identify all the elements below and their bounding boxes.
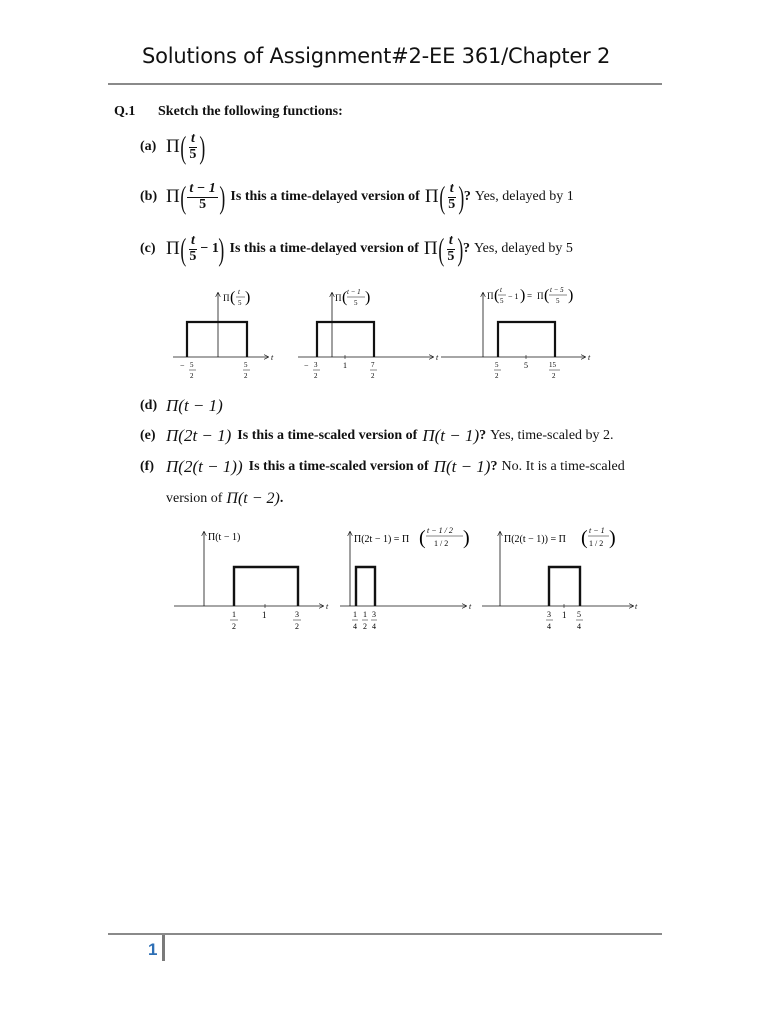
axis-label: t (588, 353, 591, 362)
axis-label: t (436, 353, 439, 362)
graph-title-paren: ) (520, 287, 526, 304)
item-answer-continued: version of (166, 491, 223, 506)
pi-symbol: Π (166, 136, 180, 157)
rect-pulse (498, 322, 555, 357)
axis-label: t (635, 602, 638, 611)
item-question: Is this a time-delayed version of (229, 241, 419, 256)
right-paren: ) (458, 179, 465, 215)
left-paren: ( (438, 179, 445, 215)
left-paren: ( (180, 179, 186, 215)
graph-title-paren: ) (609, 527, 616, 549)
graph-pi-2-t-minus-1 (482, 526, 638, 631)
item-label: (c) (140, 241, 156, 256)
pi-symbol: Π (423, 238, 438, 259)
tick-num: 15 (549, 361, 556, 369)
item-question: Is this a time-scaled version of (237, 428, 418, 443)
graph-title-paren: ) (245, 289, 251, 306)
tick-den: 4 (353, 622, 357, 631)
question-prompt: Sketch the following functions: (158, 104, 343, 119)
tick-den: 2 (314, 372, 318, 380)
axis-label: t (469, 602, 472, 611)
graph-title-paren: ( (230, 289, 236, 306)
rect-pulse (234, 567, 298, 606)
item-question: Is this a time-delayed version of (230, 189, 420, 204)
graph-title-num: t (500, 286, 502, 294)
question-mark: ? (462, 241, 470, 256)
question-mark: ? (479, 428, 487, 443)
fraction-den: 5 (189, 146, 197, 162)
fraction (187, 132, 198, 162)
fraction-num: t (190, 130, 195, 146)
tick-den: 2 (371, 372, 375, 380)
tick-num: 1 (262, 610, 267, 620)
rect-pulse (356, 567, 375, 606)
tick-num: 5 (190, 361, 194, 369)
graph-title-num: t (238, 288, 240, 296)
graphs-row-1 (165, 280, 605, 385)
tick-den: 2 (190, 372, 194, 380)
graph-title-den: 5 (238, 299, 242, 307)
header-rule (108, 83, 662, 85)
tick-num: 3 (547, 610, 551, 619)
item-c (140, 228, 573, 270)
question-expression: Π(t − 1) (433, 457, 491, 476)
tick-label: − (180, 361, 185, 370)
fraction-den: 5 (199, 196, 207, 212)
axis-label: t (271, 353, 274, 362)
fraction (187, 234, 198, 264)
pi-symbol: Π (166, 238, 180, 259)
graph-title-eq: = (527, 291, 533, 301)
right-paren: ) (457, 231, 464, 267)
graph-title-paren: ) (463, 527, 470, 549)
graph-title-paren: ( (342, 289, 348, 306)
graph-pi-t-minus-1-over-5 (298, 288, 439, 380)
question-mark: ? (463, 189, 471, 204)
item-e (140, 423, 614, 449)
left-paren: ( (180, 231, 186, 267)
graph-pi-2t-minus-1 (340, 526, 472, 631)
footer-rule (108, 933, 662, 935)
pi-symbol: Π (424, 186, 439, 207)
graph-pi-t-over-5-minus-1 (441, 286, 591, 380)
axis-label: t (326, 602, 329, 611)
graph-title-paren: ( (581, 527, 588, 549)
item-d (140, 393, 223, 419)
rect-pulse (549, 567, 580, 606)
graph-title-pi: Π (223, 293, 230, 303)
fraction-num: t (190, 232, 195, 248)
tick-num: 1 (353, 610, 357, 619)
tick-den: 2 (232, 622, 236, 631)
rect-pulse (187, 322, 247, 357)
item-expression: Π(t − 1) (166, 396, 223, 415)
question-number: Q.1 (114, 104, 136, 119)
graph-title-pi: Π (335, 293, 342, 303)
item-a (140, 126, 205, 168)
tick-den: 4 (372, 622, 376, 631)
graph-title-pi: Π (487, 291, 494, 301)
graph-title-num: t − 1 (347, 288, 361, 296)
graph-title-left: Π(2t − 1) = Π (354, 534, 410, 545)
question-expression: Π(t − 1) (422, 426, 480, 445)
tick-num: 1 (363, 610, 367, 619)
graph-title-num: t − 1 (589, 526, 605, 535)
tick-num: 3 (372, 610, 376, 619)
footer-page-divider (162, 935, 165, 961)
fraction (187, 182, 217, 212)
tick-num: 5 (524, 361, 528, 370)
graph-title-den: 5 (556, 297, 560, 305)
tick-den: 4 (547, 622, 551, 631)
graphs-row-2 (168, 520, 648, 650)
fraction-num: t (449, 180, 454, 196)
page-number: 1 (148, 940, 158, 959)
item-label: (d) (140, 398, 158, 413)
item-f (140, 454, 625, 480)
graph-title-num: t − 5 (550, 286, 564, 294)
question-mark: ? (490, 459, 498, 474)
graph-title-paren: ( (494, 287, 500, 304)
tick-den: 2 (552, 372, 556, 380)
item-question: Is this a time-scaled version of (248, 459, 429, 474)
tick-num: 7 (371, 361, 375, 369)
graph-pi-t-over-5 (173, 288, 274, 380)
item-expression: Π(2(t − 1)) (166, 457, 243, 476)
fraction (445, 234, 456, 264)
graph-title-den: 1 / 2 (589, 539, 604, 548)
item-expression: Π(2t − 1) (166, 426, 232, 445)
tick-label: − (304, 361, 309, 370)
graph-title-paren: ) (365, 289, 371, 306)
graph-title-den: 5 (354, 299, 358, 307)
item-answer: No. It is a time-scaled (501, 459, 625, 474)
graph-title-den: 1 / 2 (434, 539, 449, 548)
graph-title-num: t − 1 / 2 (427, 526, 453, 535)
item-answer: Yes, time-scaled by 2. (490, 428, 614, 443)
right-paren: ) (218, 231, 225, 267)
graph-title-den: 5 (500, 297, 504, 305)
period: . (279, 491, 284, 506)
tick-num: 1 (343, 361, 347, 370)
item-label: (a) (140, 139, 157, 154)
tick-num: 1 (562, 610, 567, 620)
tick-den: 2 (495, 372, 499, 380)
tick-num: 5 (244, 361, 248, 369)
graph-title-pi: Π (537, 291, 544, 301)
item-answer: Yes, delayed by 1 (474, 189, 574, 204)
right-paren: ) (219, 179, 226, 215)
tick-num: 5 (577, 610, 581, 619)
graph-title-paren: ) (568, 287, 574, 304)
graph-title: Π(t − 1) (208, 532, 241, 543)
tick-num: 3 (295, 610, 299, 619)
fraction-den: 5 (447, 248, 455, 264)
pi-symbol: Π (166, 186, 180, 207)
minus-one: − 1 (200, 241, 219, 256)
item-label: (f) (140, 459, 154, 474)
fraction-den: 5 (189, 248, 197, 264)
item-label: (b) (140, 189, 158, 204)
fraction-num: t − 1 (189, 180, 216, 196)
item-f-continued (166, 486, 283, 512)
right-paren: ) (199, 129, 206, 165)
item-b (140, 176, 574, 218)
item-label: (e) (140, 428, 156, 443)
tick-den: 2 (244, 372, 248, 380)
tick-num: 5 (495, 361, 499, 369)
rect-pulse (317, 322, 374, 357)
graph-title-paren: ( (419, 527, 426, 549)
graph-title-paren: ( (544, 287, 550, 304)
fraction (446, 182, 457, 212)
graph-title-left: Π(2(t − 1)) = Π (504, 534, 566, 545)
fraction-den: 5 (448, 196, 456, 212)
tick-den: 2 (295, 622, 299, 631)
page-header-title: Solutions of Assignment#2-EE 361/Chapter 2 (142, 44, 611, 68)
tick-num: 3 (314, 361, 318, 369)
graph-title-mid: − 1 (508, 292, 519, 301)
tick-den: 2 (363, 622, 367, 631)
left-paren: ( (180, 129, 186, 165)
tick-num: 1 (232, 610, 236, 619)
tick-den: 4 (577, 622, 581, 631)
answer-expression: Π(t − 2) (226, 490, 280, 507)
item-answer: Yes, delayed by 5 (473, 241, 573, 256)
fraction-num: t (448, 232, 453, 248)
graph-pi-t-minus-1 (174, 532, 329, 631)
left-paren: ( (438, 231, 444, 267)
